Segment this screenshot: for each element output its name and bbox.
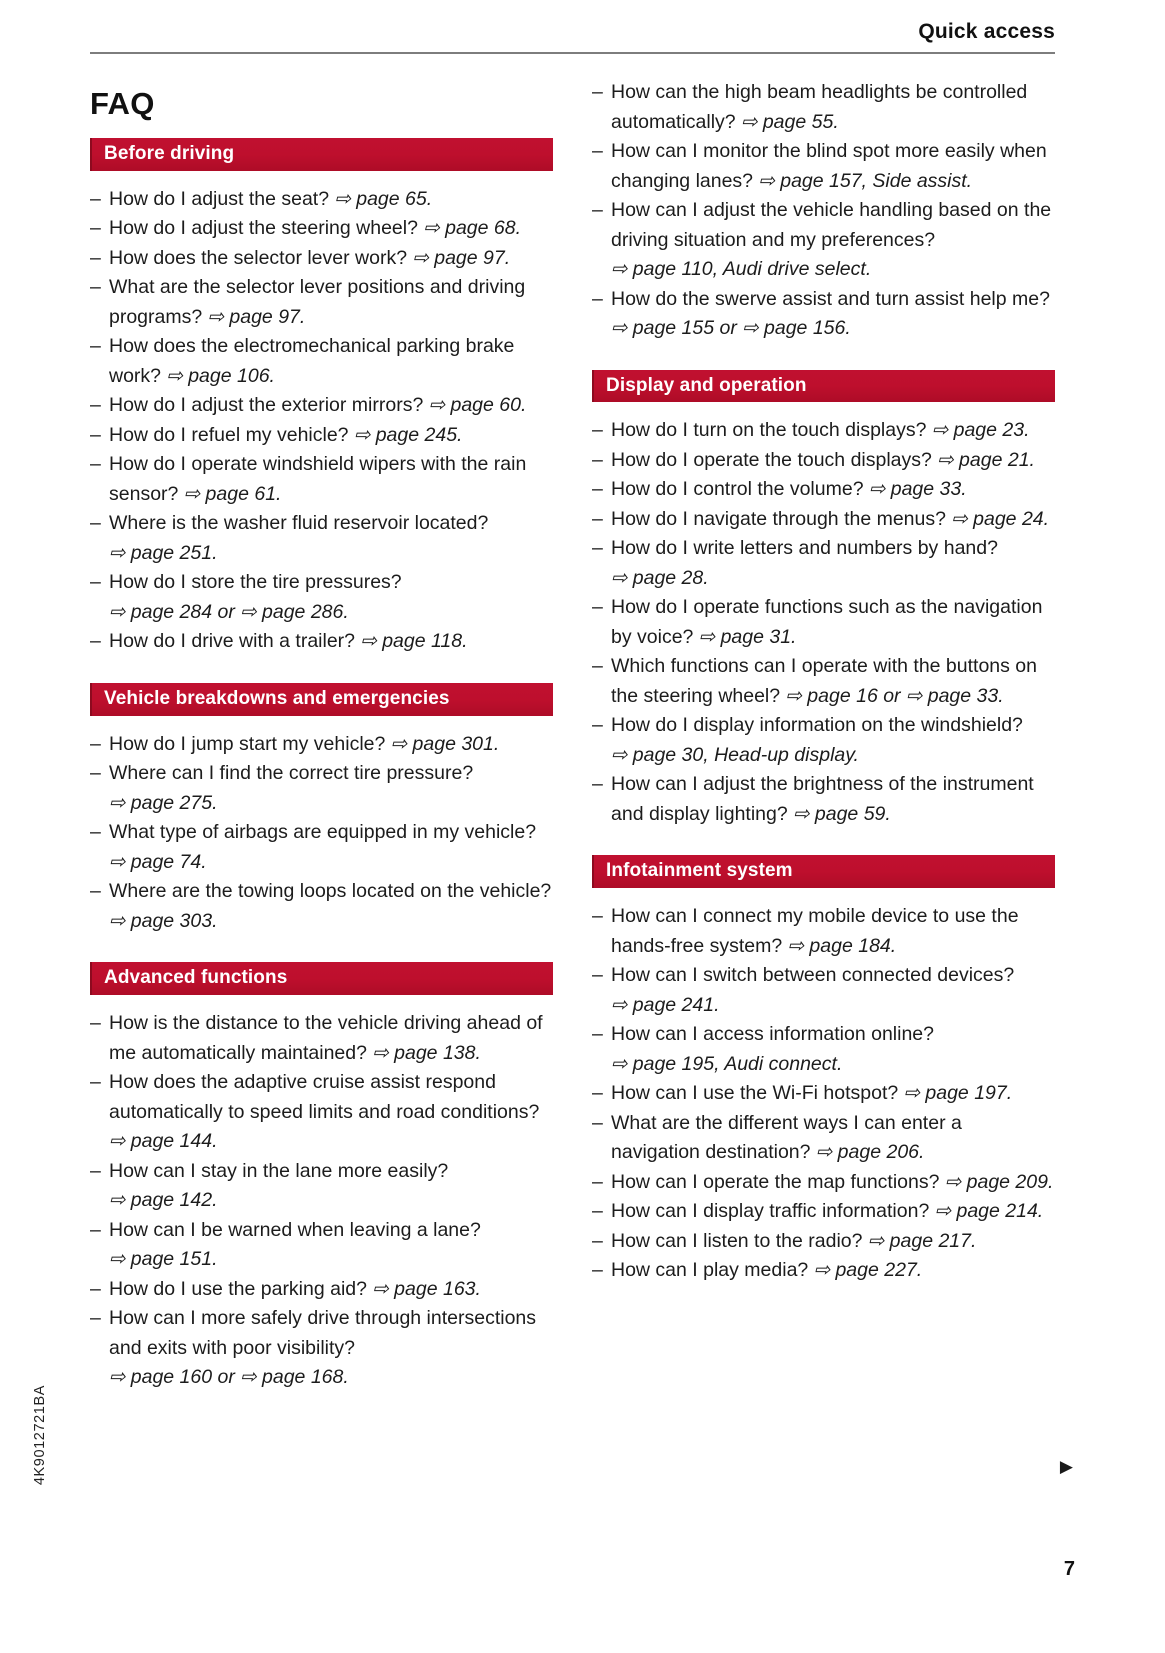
bullet-dash-icon: –	[90, 1159, 101, 1182]
page-cross-reference[interactable]: ⇨ page 23.	[926, 419, 1030, 442]
faq-item	[592, 137, 1055, 196]
bullet-dash-icon: –	[592, 287, 603, 310]
faq-question: How can I display traffic information?	[611, 1200, 930, 1223]
page-cross-reference[interactable]: ⇨ page 245.	[348, 423, 463, 446]
faq-item	[592, 78, 1055, 137]
faq-item	[90, 273, 553, 332]
faq-question: How can the high beam headlights be controlled automatically?	[611, 81, 1028, 133]
faq-item	[90, 1009, 553, 1068]
right-sections-container	[592, 78, 1055, 1286]
faq-question: How do I use the parking aid?	[109, 1277, 367, 1300]
faq-question: How do I jump start my vehicle?	[109, 732, 386, 755]
bullet-dash-icon: –	[592, 1200, 603, 1223]
faq-question: How can I switch between connected devices?	[611, 964, 1015, 987]
faq-question: How do I write letters and numbers by hand?	[611, 537, 998, 560]
faq-item	[90, 1304, 553, 1393]
faq-item	[592, 1256, 1055, 1286]
faq-section	[592, 855, 1055, 1285]
page-cross-reference[interactable]: ⇨ page 68.	[417, 217, 522, 240]
faq-item	[592, 505, 1055, 535]
faq-question: What type of airbags are equipped in my vehicle?	[109, 821, 537, 844]
bullet-dash-icon: –	[90, 276, 101, 299]
bullet-dash-icon: –	[90, 1012, 101, 1035]
page-cross-reference[interactable]: ⇨ page 97.	[407, 246, 511, 269]
bullet-dash-icon: –	[592, 537, 603, 560]
bullet-dash-icon: –	[90, 423, 101, 446]
faq-question: How does the selector lever work?	[109, 246, 408, 269]
faq-question: How do I operate the touch displays?	[611, 448, 932, 471]
faq-item	[90, 818, 553, 877]
faq-question: How can I use the Wi-Fi hotspot?	[611, 1082, 899, 1105]
bullet-dash-icon: –	[90, 246, 101, 269]
faq-question: Which functions can I operate with the buttons on the steering wheel?	[611, 655, 1038, 707]
faq-item	[592, 652, 1055, 711]
page-cross-reference[interactable]: ⇨ page 138.	[366, 1041, 481, 1064]
page-title: FAQ	[90, 86, 155, 121]
bullet-dash-icon: –	[592, 714, 603, 737]
faq-item	[592, 902, 1055, 961]
bullet-dash-icon: –	[90, 187, 101, 210]
section-heading-banner: Infotainment system	[592, 855, 1055, 888]
faq-section	[90, 138, 553, 657]
bullet-dash-icon: –	[90, 1277, 101, 1300]
faq-item	[90, 244, 553, 274]
faq-question: How do I adjust the steering wheel?	[109, 217, 418, 240]
running-head: Quick access	[918, 20, 1055, 43]
faq-question: How do I operate functions such as the navigation by voice?	[611, 596, 1043, 648]
bullet-dash-icon: –	[90, 1218, 101, 1241]
page-cross-reference[interactable]: ⇨ page 251.	[109, 541, 218, 564]
faq-question: How can I listen to the radio?	[611, 1229, 863, 1252]
page-cross-reference[interactable]: ⇨ page 227.	[808, 1259, 923, 1282]
faq-item	[592, 446, 1055, 476]
faq-item	[592, 1227, 1055, 1257]
faq-question: How do I operate windshield wipers with the rain sensor?	[109, 453, 527, 505]
faq-question: How do the swerve assist and turn assist help me?	[611, 287, 1050, 310]
page-cross-reference[interactable]: ⇨ page 144.	[109, 1130, 218, 1153]
faq-item	[90, 627, 553, 657]
faq-section	[592, 78, 1055, 344]
page-cross-reference[interactable]: ⇨ page 155 or ⇨ page 156.	[611, 317, 851, 339]
faq-question: How can I play media?	[611, 1259, 809, 1282]
right-column	[592, 78, 1055, 1419]
faq-item	[90, 509, 553, 568]
faq-question: Where is the washer fluid reservoir located?	[109, 512, 489, 535]
continuation-arrow-icon: ▶	[1059, 1457, 1073, 1476]
bullet-dash-icon: –	[592, 773, 603, 796]
faq-question: How can I be warned when leaving a lane?	[109, 1218, 481, 1241]
spine-part-number: 4K9012721BA	[32, 1384, 48, 1485]
page-cross-reference[interactable]: ⇨ page 163.	[367, 1277, 481, 1300]
faq-question: How can I stay in the lane more easily?	[109, 1159, 449, 1182]
faq-question: How do I navigate through the menus?	[611, 507, 946, 530]
bullet-dash-icon: –	[90, 880, 101, 903]
bullet-dash-icon: –	[90, 335, 101, 358]
bullet-dash-icon: –	[592, 1111, 603, 1134]
page-cross-reference[interactable]: ⇨ page 61.	[178, 482, 282, 505]
faq-item	[592, 475, 1055, 505]
faq-item	[90, 730, 553, 760]
page-cross-reference[interactable]: ⇨ page 97.	[202, 305, 306, 328]
page-cross-reference[interactable]: ⇨ page 160 or ⇨ page 168.	[109, 1366, 349, 1389]
faq-item	[90, 185, 553, 215]
faq-item	[592, 416, 1055, 446]
faq-list	[592, 902, 1055, 1286]
bullet-dash-icon: –	[90, 762, 101, 785]
faq-item	[592, 534, 1055, 593]
faq-question: How can I connect my mobile device to use the hands-free system?	[611, 905, 1019, 957]
faq-question: How can I monitor the blind spot more easily when changing lanes?	[611, 140, 1047, 192]
page-cross-reference[interactable]: ⇨ page 60.	[423, 394, 527, 417]
page-cross-reference[interactable]: ⇨ page 33.	[863, 478, 967, 501]
faq-item	[90, 450, 553, 509]
faq-item	[592, 1197, 1055, 1227]
page-cross-reference[interactable]: ⇨ page 28.	[611, 566, 709, 589]
faq-list	[90, 730, 553, 937]
faq-question: How can I operate the map functions?	[611, 1170, 940, 1193]
faq-item	[90, 332, 553, 391]
faq-question: How do I turn on the touch displays?	[611, 419, 927, 442]
faq-question: Where are the towing loops located on the vehicle?	[109, 880, 552, 903]
page-cross-reference[interactable]: ⇨ page 209.	[939, 1170, 1054, 1193]
page-cross-reference[interactable]: ⇨ page 301.	[385, 732, 500, 755]
faq-item	[90, 759, 553, 818]
page-cross-reference[interactable]: ⇨ page 206.	[810, 1141, 925, 1164]
header-rule	[90, 52, 1055, 54]
bullet-dash-icon: –	[592, 507, 603, 530]
page-cross-reference[interactable]: ⇨ page 106.	[161, 364, 275, 387]
page-cross-reference[interactable]: ⇨ page 30, Head-up display.	[611, 743, 859, 766]
faq-item	[90, 1216, 553, 1275]
faq-question: What are the different ways I can enter a navigation destination?	[611, 1111, 962, 1164]
bullet-dash-icon: –	[592, 1082, 603, 1105]
bullet-dash-icon: –	[90, 571, 101, 594]
page-number: 7	[1063, 1558, 1075, 1580]
faq-item	[90, 877, 553, 936]
faq-item	[592, 285, 1055, 344]
faq-question: How do I adjust the exterior mirrors?	[109, 394, 424, 417]
faq-question: How do I control the volume?	[611, 478, 864, 501]
left-column	[90, 78, 553, 1419]
bullet-dash-icon: –	[90, 732, 101, 755]
faq-question: How is the distance to the vehicle driving ahead of me automatically maintained?	[109, 1012, 543, 1064]
page-cross-reference[interactable]: ⇨ page 184.	[782, 934, 897, 957]
page-cross-reference[interactable]: ⇨ page 142.	[109, 1189, 218, 1212]
faq-question: How can I adjust the brightness of the instrument and display lighting?	[611, 773, 1034, 825]
bullet-dash-icon: –	[90, 1071, 101, 1094]
faq-list	[90, 185, 553, 657]
bullet-dash-icon: –	[592, 1229, 603, 1252]
faq-list	[592, 78, 1055, 344]
section-heading-banner: Advanced functions	[90, 962, 553, 995]
bullet-dash-icon: –	[90, 821, 101, 844]
page-cross-reference[interactable]: ⇨ page 21.	[931, 448, 1035, 471]
faq-item	[592, 961, 1055, 1020]
two-column-body	[90, 78, 1055, 1419]
faq-item	[90, 1157, 553, 1216]
section-heading-banner: Before driving	[90, 138, 553, 171]
faq-item	[592, 770, 1055, 829]
bullet-dash-icon: –	[592, 81, 603, 103]
bullet-dash-icon: –	[592, 478, 603, 501]
faq-list	[592, 416, 1055, 829]
faq-item	[90, 214, 553, 244]
bullet-dash-icon: –	[90, 1307, 101, 1330]
faq-item	[90, 1068, 553, 1157]
page-cross-reference[interactable]: ⇨ page 151.	[109, 1248, 218, 1271]
bullet-dash-icon: –	[592, 419, 603, 442]
page-cross-reference[interactable]: ⇨ page 74.	[109, 850, 207, 873]
bullet-dash-icon: –	[592, 1259, 603, 1282]
bullet-dash-icon: –	[90, 630, 101, 653]
faq-item	[592, 1109, 1055, 1168]
bullet-dash-icon: –	[90, 217, 101, 240]
faq-item	[90, 421, 553, 451]
bullet-dash-icon: –	[592, 140, 603, 162]
faq-question: How do I display information on the windshield?	[611, 714, 1023, 737]
faq-section	[90, 683, 553, 936]
bullet-dash-icon: –	[90, 453, 101, 476]
faq-question: How can I more safely drive through intersections and exits with poor visibility?	[109, 1307, 537, 1359]
faq-question: How can I access information online?	[611, 1023, 934, 1046]
faq-question: How do I store the tire pressures?	[109, 571, 402, 594]
page-cross-reference[interactable]: ⇨ page 16 or ⇨ page 33.	[780, 684, 1004, 707]
page-cross-reference[interactable]: ⇨ page 118.	[355, 630, 468, 653]
page-cross-reference[interactable]: ⇨ page 31.	[693, 625, 797, 648]
bullet-dash-icon: –	[592, 964, 603, 987]
bullet-dash-icon: –	[592, 905, 603, 928]
section-heading-banner: Vehicle breakdowns and emergencies	[90, 683, 553, 716]
faq-question: How do I drive with a trailer?	[109, 630, 356, 653]
faq-question: How do I refuel my vehicle?	[109, 423, 349, 446]
faq-item	[90, 391, 553, 421]
page-cross-reference[interactable]: ⇨ page 59.	[787, 802, 891, 825]
bullet-dash-icon: –	[592, 448, 603, 471]
bullet-dash-icon: –	[90, 512, 101, 535]
faq-question: How can I adjust the vehicle handling based on the driving situation and my preferences?	[611, 199, 1052, 251]
bullet-dash-icon: –	[90, 394, 101, 417]
faq-question: How does the electromechanical parking brake work?	[109, 335, 515, 387]
page-cross-reference[interactable]: ⇨ page 241.	[611, 993, 720, 1016]
faq-list	[90, 1009, 553, 1393]
faq-section	[592, 370, 1055, 830]
bullet-dash-icon: –	[592, 655, 603, 678]
bullet-dash-icon: –	[592, 199, 603, 221]
page-cross-reference[interactable]: ⇨ page 110, Audi drive select.	[611, 258, 872, 280]
faq-item	[592, 196, 1055, 285]
faq-question: What are the selector lever positions and driving programs?	[109, 276, 526, 328]
page-cross-reference[interactable]: ⇨ page 303.	[109, 909, 218, 932]
faq-question: Where can I find the correct tire pressure?	[109, 762, 474, 785]
page-cross-reference[interactable]: ⇨ page 284 or ⇨ page 286.	[109, 600, 349, 623]
faq-item	[592, 1079, 1055, 1109]
page-cross-reference[interactable]: ⇨ page 195, Audi connect.	[611, 1052, 843, 1075]
faq-item	[90, 568, 553, 627]
bullet-dash-icon: –	[592, 1023, 603, 1046]
faq-item	[90, 1275, 553, 1305]
faq-section	[90, 962, 553, 1392]
bullet-dash-icon: –	[592, 1170, 603, 1193]
page-header	[90, 20, 1055, 54]
page-cross-reference[interactable]: ⇨ page 24.	[945, 507, 1050, 530]
faq-question: How does the adaptive cruise assist respond automatically to speed limits and road conditions?	[109, 1071, 540, 1123]
page-cross-reference[interactable]: ⇨ page 214.	[929, 1200, 1044, 1223]
page-cross-reference[interactable]: ⇨ page 217.	[862, 1229, 977, 1252]
faq-item	[592, 1168, 1055, 1198]
faq-item	[592, 711, 1055, 770]
page-cross-reference[interactable]: ⇨ page 197.	[898, 1082, 1013, 1105]
page-cross-reference[interactable]: ⇨ page 65.	[329, 187, 433, 210]
left-sections-container	[90, 138, 553, 1393]
bullet-dash-icon: –	[592, 596, 603, 619]
faq-question: How do I adjust the seat?	[109, 187, 330, 210]
faq-item	[592, 1020, 1055, 1079]
page-cross-reference[interactable]: ⇨ page 55.	[735, 110, 839, 133]
section-heading-banner: Display and operation	[592, 370, 1055, 403]
page-cross-reference[interactable]: ⇨ page 275.	[109, 791, 218, 814]
faq-item	[592, 593, 1055, 652]
page-cross-reference[interactable]: ⇨ page 157, Side assist.	[753, 169, 973, 192]
